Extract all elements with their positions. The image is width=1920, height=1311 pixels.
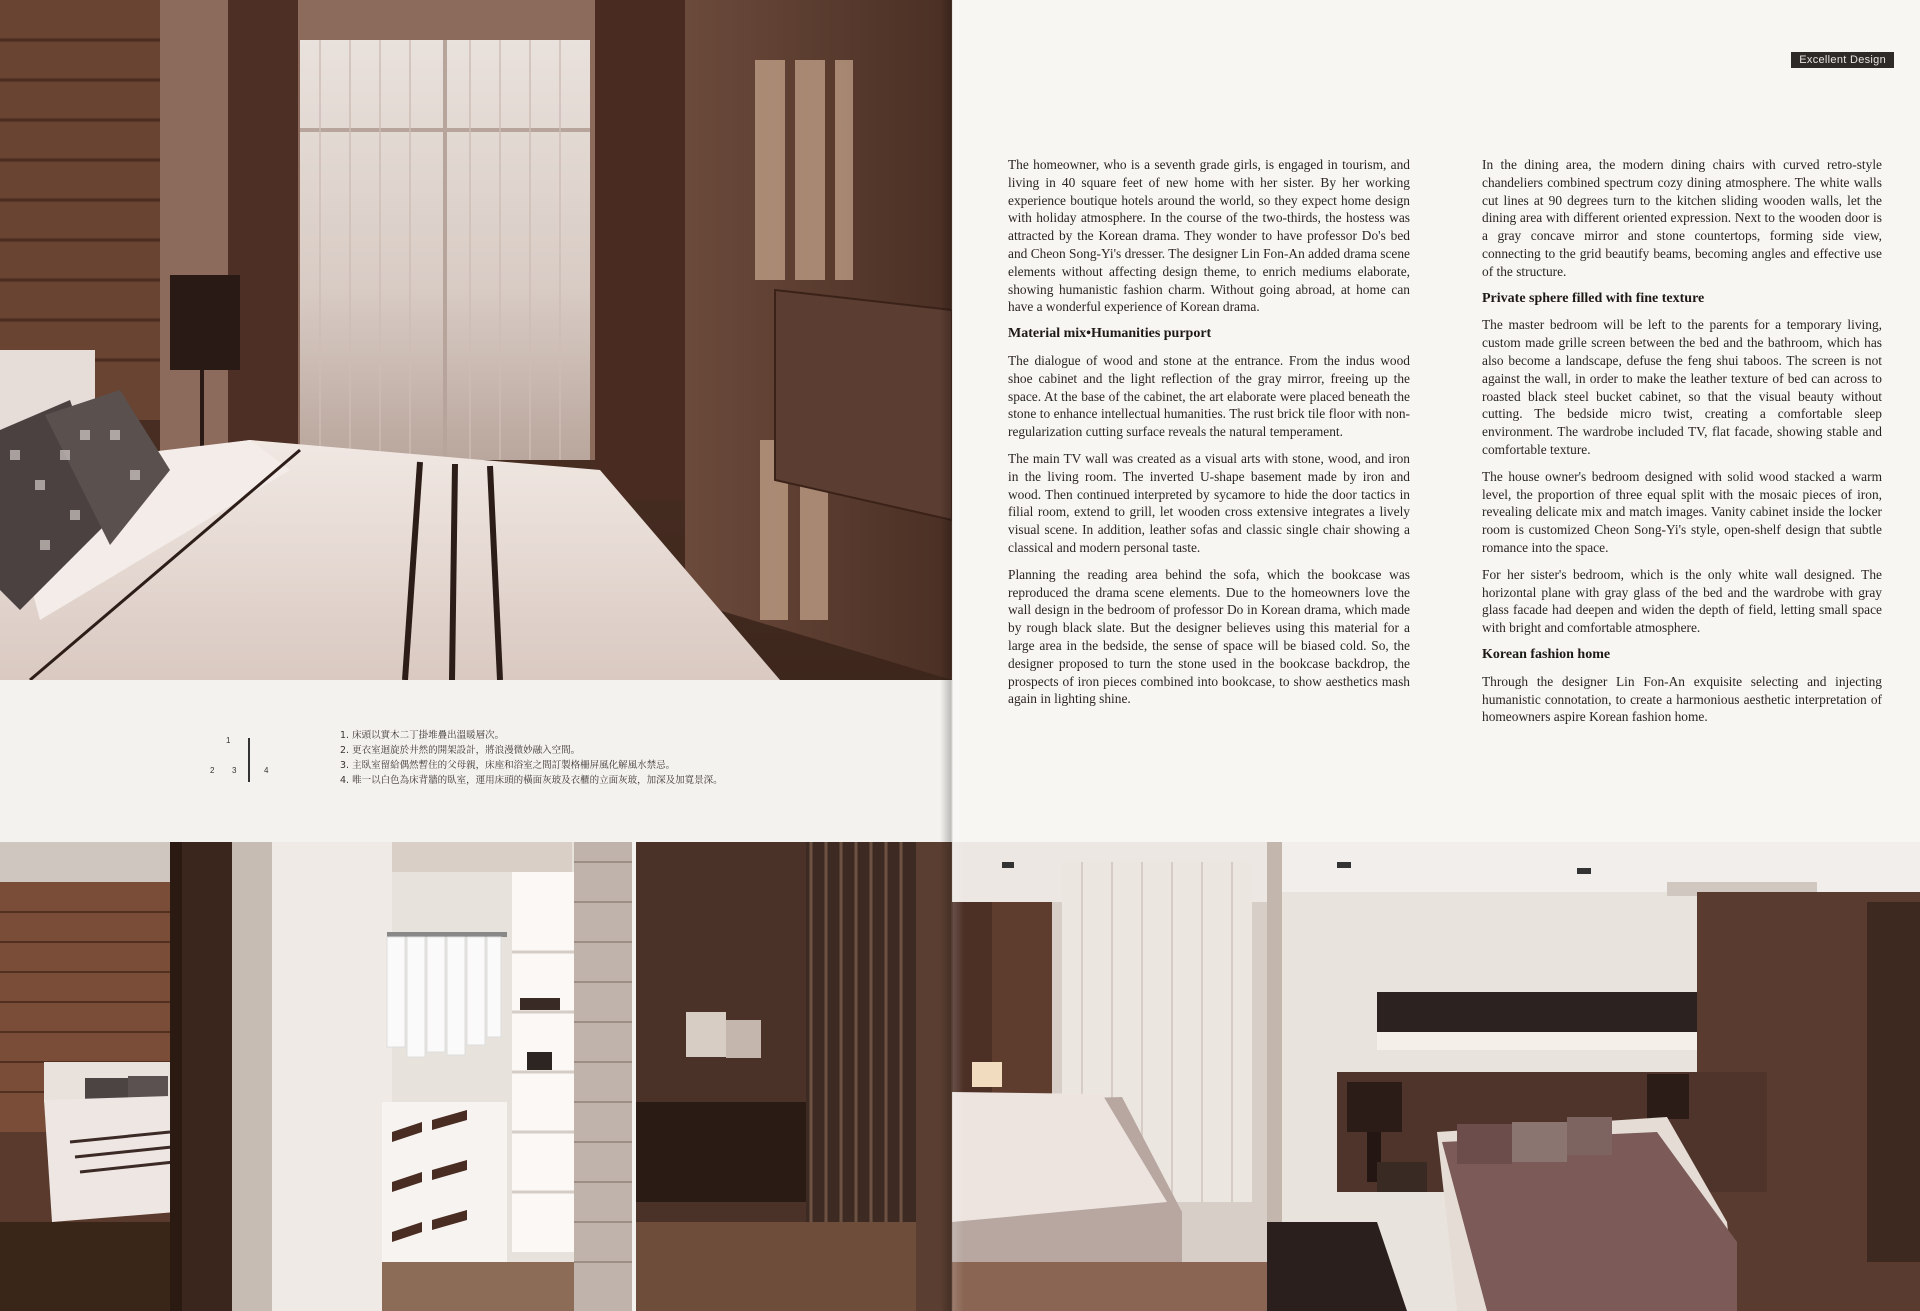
article-column-2 (1482, 156, 1882, 735)
caption-4: 4. 唯一以白色為床背牆的臥室，運用床頭的橫面灰玻及衣櫃的立面灰玻，加深及加寬景深。 (340, 775, 723, 786)
caption-2: 2. 更衣室迴旋於井然的開架設計，將浪漫微妙融入空間。 (340, 745, 581, 756)
photo-captions (340, 728, 723, 788)
photo-sister-bedroom (1267, 842, 1920, 1311)
col1-paragraph-2: The dialogue of wood and stone at the entrance. From the indus wood shoe cabinet and the light reflection of the gray mirror, freeing up the space. At the base of the cabinet, the art elaborate were placed beneath the stone to enhance intellectual humanities. The rust brick tile floor with non-regularization cutting surface reveals the natural temperament. (1008, 352, 1410, 440)
photo-number-divider (248, 738, 250, 782)
photo-bedroom-small (0, 842, 182, 1311)
right-page (952, 0, 1920, 1311)
hero-bedroom-photo (0, 0, 952, 680)
col1-paragraph-3: The main TV wall was created as a visual arts with stone, wood, and iron in the living room. The inverted U-shape basement made by iron and wood. Then continued interpreted by sycamore to hide the door tactics in filial room, extend to grill, let wooden cross extensive integrates a lively visual scene. In addition, leather sofas and classic single chair showing a classical and modern personal taste. (1008, 450, 1410, 555)
left-page (0, 0, 952, 1311)
caption-1: 1. 床頭以實木二丁掛堆疊出溫暖層次。 (340, 730, 505, 741)
section-tag: Excellent Design (1791, 52, 1894, 68)
photo-number-3: 3 (232, 766, 237, 775)
col1-paragraph-4: Planning the reading area behind the sofa, which the bookcase was reproduced the drama scene elements. Due to the homeowners love the wall design in the bedroom of professor Do in Korean drama, which made by rough black slate. But the designer believes using this material for a large area in the bedside, the sense of space will be biased cold. So, the designer proposed to turn the stone used in the bookcase backdrop, the prospects of iron pieces combined into bookcase, to show aesthetics mash again in lighting shine. (1008, 566, 1410, 707)
col2-paragraph-5: Through the designer Lin Fon-An exquisite selecting and injecting humanistic connotation, to create a harmonious aesthetic interpretation of homeowners aspire Korean fashion home. (1482, 673, 1882, 725)
photo-number-4: 4 (264, 766, 269, 775)
article-column-1 (1008, 156, 1410, 717)
col2-paragraph-3: The house owner's bedroom designed with solid wood stacked a warm level, the proportion of three equal split with the mosaic pieces of iron, revealing delicate mix and match images. Vanity cabinet inside the locker room is customized Cheon Song-Yi's style, open-shelf design that subtle romance into the space. (1482, 468, 1882, 555)
photo-number-1: 1 (226, 736, 231, 745)
caption-3: 3. 主臥室留給偶然暫住的父母親，床座和浴室之間訂製格柵屏風化解風水禁忌。 (340, 760, 676, 771)
col1-paragraph-1: The homeowner, who is a seventh grade girls, is engaged in tourism, and living in 40 square feet of new home with her sister. By her working experience boutique hotels around the world, so they expect home design with holiday atmosphere. In the course of the two-thirds, the hostess was attracted by the Korean drama. They wonder to have professor Do's bed and Cheon Song-Yi's dresser. The designer Lin Fon-An added drama scene elements without affecting design theme, to enrich mediums elaborate, showing humanistic fashion charm. Without going abroad, at home can have a wonderful experience of Korean drama. (1008, 157, 1410, 315)
col2-paragraph-1: In the dining area, the modern dining chairs with curved retro-style chandeliers combined spectrum cozy dining atmosphere. The white walls cut lines at 90 degrees turn to the kitchen sliding wooden walls, let the dining area with different oriented expression. Next to the wooden door is a gray concave mirror and stone countertops, forming side view, connecting to the grid beautify beams, becoming angles and effective use of the structure. (1482, 157, 1882, 279)
col2-heading-private-sphere: Private sphere filled with fine texture (1482, 290, 1705, 306)
col2-heading-korean-fashion: Korean fashion home (1482, 646, 1611, 662)
col2-paragraph-2: The master bedroom will be left to the parents for a temporary living, custom made grille screen between the bed and the bathroom, which has also become a landscape, defuse the feng shui taboos. The screen is not against the wall, in order to make the leather texture of bed can across to roasted black steel bucket cabinet, so that the visual beauty without cutting. The bedside micro twist, creating a comfortable sleep environment. The wardrobe included TV, flat facade, showing stable and comfortable texture. (1482, 317, 1882, 457)
photo-master-bedroom (952, 842, 1267, 1311)
col2-paragraph-4: For her sister's bedroom, which is the only white wall designed. The horizontal plane with gray glass of the bed and the wardrobe with gray glass facade had deepen and widen the depth of field, letting small space with bright and comfortable atmosphere. (1482, 566, 1882, 636)
col1-heading-material-mix: Material mix•Humanities purport (1008, 326, 1212, 342)
photo-grille-screen (636, 842, 952, 1311)
photo-walk-in-closet (182, 842, 632, 1311)
photo-number-2: 2 (210, 766, 215, 775)
